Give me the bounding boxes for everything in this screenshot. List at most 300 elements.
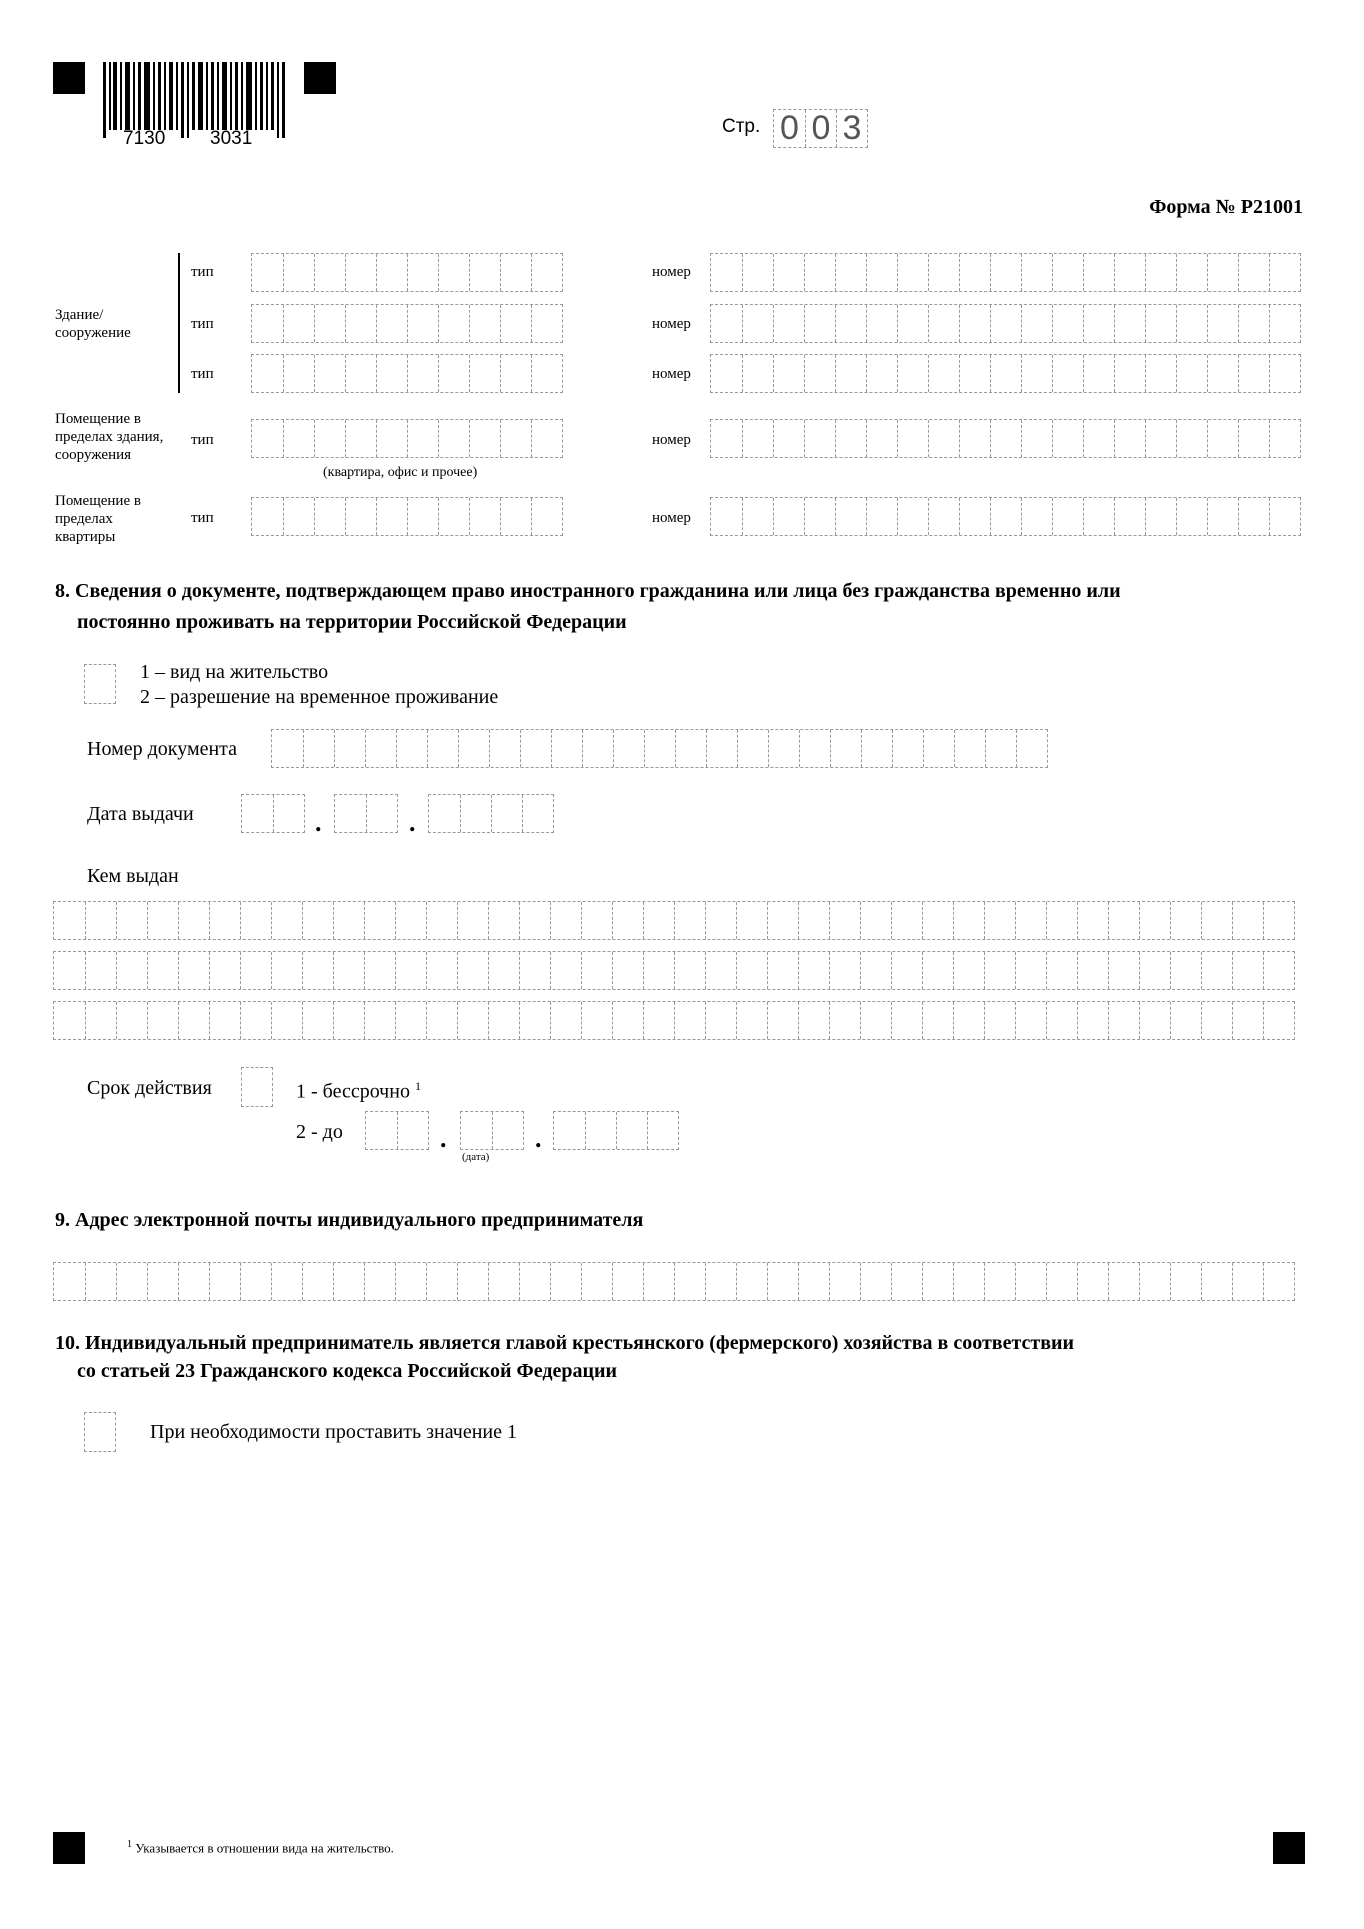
input-cell[interactable] bbox=[438, 355, 469, 392]
input-cell[interactable] bbox=[116, 1002, 147, 1039]
input-cell[interactable] bbox=[1263, 1263, 1294, 1300]
input-cell[interactable] bbox=[376, 420, 407, 457]
input-cell[interactable] bbox=[366, 1112, 397, 1149]
input-cell[interactable] bbox=[365, 730, 396, 767]
apartment-premises-number-field[interactable] bbox=[710, 497, 1301, 536]
input-cell[interactable] bbox=[984, 1263, 1015, 1300]
input-cell[interactable] bbox=[581, 952, 612, 989]
input-cell[interactable] bbox=[550, 1002, 581, 1039]
input-cell[interactable] bbox=[1083, 305, 1114, 342]
input-cell[interactable] bbox=[1232, 952, 1263, 989]
input-cell[interactable] bbox=[178, 902, 209, 939]
input-cell[interactable] bbox=[1232, 1263, 1263, 1300]
input-cell[interactable] bbox=[891, 952, 922, 989]
input-cell[interactable] bbox=[271, 1002, 302, 1039]
input-cell[interactable] bbox=[985, 730, 1016, 767]
input-cell[interactable] bbox=[314, 355, 345, 392]
input-cell[interactable] bbox=[469, 498, 500, 535]
input-cell[interactable] bbox=[396, 730, 427, 767]
input-cell[interactable] bbox=[1263, 902, 1294, 939]
input-cell[interactable] bbox=[1176, 355, 1207, 392]
input-cell[interactable] bbox=[1021, 355, 1052, 392]
input-cell[interactable] bbox=[804, 420, 835, 457]
input-cell[interactable] bbox=[1083, 355, 1114, 392]
input-cell[interactable] bbox=[990, 305, 1021, 342]
input-cell[interactable] bbox=[531, 420, 562, 457]
input-cell[interactable] bbox=[395, 902, 426, 939]
input-cell[interactable] bbox=[364, 902, 395, 939]
input-cell[interactable] bbox=[705, 1002, 736, 1039]
input-cell[interactable] bbox=[252, 355, 283, 392]
input-cell[interactable] bbox=[1207, 355, 1238, 392]
input-cell[interactable] bbox=[990, 355, 1021, 392]
input-cell[interactable] bbox=[768, 730, 799, 767]
input-cell[interactable] bbox=[1077, 1002, 1108, 1039]
input-cell[interactable] bbox=[345, 305, 376, 342]
input-cell[interactable] bbox=[891, 1263, 922, 1300]
input-cell[interactable] bbox=[711, 254, 742, 291]
building-number-1-field[interactable] bbox=[710, 253, 1301, 292]
input-cell[interactable] bbox=[711, 305, 742, 342]
input-cell[interactable] bbox=[1176, 254, 1207, 291]
input-cell[interactable] bbox=[488, 952, 519, 989]
input-cell[interactable] bbox=[804, 498, 835, 535]
input-cell[interactable] bbox=[1207, 420, 1238, 457]
input-cell[interactable] bbox=[742, 355, 773, 392]
building-type-1-field[interactable] bbox=[251, 253, 563, 292]
input-cell[interactable] bbox=[644, 730, 675, 767]
input-cell[interactable] bbox=[1083, 420, 1114, 457]
input-cell[interactable] bbox=[271, 1263, 302, 1300]
farm-head-checkbox[interactable] bbox=[84, 1412, 116, 1452]
input-cell[interactable] bbox=[376, 305, 407, 342]
input-cell[interactable] bbox=[1269, 498, 1300, 535]
input-cell[interactable] bbox=[426, 952, 457, 989]
input-cell[interactable] bbox=[1170, 902, 1201, 939]
input-cell[interactable] bbox=[252, 420, 283, 457]
input-cell[interactable] bbox=[397, 1112, 428, 1149]
input-cell[interactable] bbox=[488, 1002, 519, 1039]
input-cell[interactable] bbox=[1108, 1002, 1139, 1039]
input-cell[interactable] bbox=[773, 305, 804, 342]
input-cell[interactable] bbox=[426, 902, 457, 939]
input-cell[interactable] bbox=[500, 355, 531, 392]
input-cell[interactable] bbox=[376, 254, 407, 291]
input-cell[interactable] bbox=[1201, 952, 1232, 989]
input-cell[interactable] bbox=[861, 730, 892, 767]
input-cell[interactable] bbox=[742, 305, 773, 342]
input-cell[interactable] bbox=[711, 420, 742, 457]
input-cell[interactable] bbox=[283, 498, 314, 535]
input-cell[interactable] bbox=[314, 254, 345, 291]
input-cell[interactable] bbox=[1015, 1263, 1046, 1300]
input-cell[interactable] bbox=[835, 498, 866, 535]
input-cell[interactable] bbox=[736, 902, 767, 939]
input-cell[interactable] bbox=[531, 355, 562, 392]
input-cell[interactable] bbox=[1046, 1002, 1077, 1039]
input-cell[interactable] bbox=[860, 1263, 891, 1300]
input-cell[interactable] bbox=[1207, 498, 1238, 535]
validity-date-year-field[interactable] bbox=[553, 1111, 679, 1150]
input-cell[interactable] bbox=[1207, 254, 1238, 291]
apartment-premises-type-field[interactable] bbox=[251, 497, 563, 536]
input-cell[interactable] bbox=[711, 355, 742, 392]
input-cell[interactable] bbox=[643, 902, 674, 939]
input-cell[interactable] bbox=[469, 305, 500, 342]
input-cell[interactable] bbox=[178, 952, 209, 989]
input-cell[interactable] bbox=[550, 1263, 581, 1300]
input-cell[interactable] bbox=[209, 1263, 240, 1300]
input-cell[interactable] bbox=[376, 355, 407, 392]
input-cell[interactable] bbox=[1269, 420, 1300, 457]
validity-checkbox[interactable] bbox=[241, 1067, 273, 1107]
input-cell[interactable] bbox=[1269, 254, 1300, 291]
input-cell[interactable] bbox=[674, 1002, 705, 1039]
input-cell[interactable] bbox=[835, 355, 866, 392]
input-cell[interactable] bbox=[674, 952, 705, 989]
input-cell[interactable] bbox=[457, 952, 488, 989]
input-cell[interactable] bbox=[345, 355, 376, 392]
input-cell[interactable] bbox=[643, 1263, 674, 1300]
input-cell[interactable] bbox=[519, 952, 550, 989]
input-cell[interactable] bbox=[830, 730, 861, 767]
building-type-2-field[interactable] bbox=[251, 304, 563, 343]
input-cell[interactable] bbox=[283, 305, 314, 342]
input-cell[interactable] bbox=[314, 498, 345, 535]
input-cell[interactable] bbox=[407, 498, 438, 535]
input-cell[interactable] bbox=[798, 1002, 829, 1039]
input-cell[interactable] bbox=[928, 420, 959, 457]
input-cell[interactable] bbox=[345, 254, 376, 291]
input-cell[interactable] bbox=[364, 1002, 395, 1039]
input-cell[interactable] bbox=[1108, 902, 1139, 939]
input-cell[interactable] bbox=[334, 730, 365, 767]
input-cell[interactable] bbox=[953, 902, 984, 939]
input-cell[interactable] bbox=[1046, 952, 1077, 989]
input-cell[interactable] bbox=[953, 1263, 984, 1300]
input-cell[interactable] bbox=[736, 1002, 767, 1039]
input-cell[interactable] bbox=[804, 305, 835, 342]
input-cell[interactable] bbox=[829, 902, 860, 939]
input-cell[interactable] bbox=[922, 902, 953, 939]
input-cell[interactable] bbox=[407, 355, 438, 392]
input-cell[interactable] bbox=[674, 902, 705, 939]
input-cell[interactable] bbox=[1016, 730, 1047, 767]
input-cell[interactable] bbox=[429, 795, 460, 832]
input-cell[interactable] bbox=[240, 1002, 271, 1039]
input-cell[interactable] bbox=[984, 902, 1015, 939]
input-cell[interactable] bbox=[897, 355, 928, 392]
input-cell[interactable] bbox=[928, 305, 959, 342]
input-cell[interactable] bbox=[711, 498, 742, 535]
input-cell[interactable] bbox=[804, 355, 835, 392]
input-cell[interactable] bbox=[333, 1263, 364, 1300]
input-cell[interactable] bbox=[866, 355, 897, 392]
input-cell[interactable] bbox=[1108, 952, 1139, 989]
input-cell[interactable] bbox=[209, 902, 240, 939]
input-cell[interactable] bbox=[303, 730, 334, 767]
input-cell[interactable] bbox=[705, 902, 736, 939]
input-cell[interactable] bbox=[1077, 902, 1108, 939]
input-cell[interactable] bbox=[283, 254, 314, 291]
input-cell[interactable] bbox=[1015, 902, 1046, 939]
building-type-3-field[interactable] bbox=[251, 354, 563, 393]
input-cell[interactable] bbox=[959, 498, 990, 535]
input-cell[interactable] bbox=[866, 305, 897, 342]
input-cell[interactable] bbox=[554, 1112, 585, 1149]
input-cell[interactable] bbox=[407, 420, 438, 457]
input-cell[interactable] bbox=[891, 1002, 922, 1039]
input-cell[interactable] bbox=[736, 952, 767, 989]
input-cell[interactable] bbox=[798, 1263, 829, 1300]
input-cell[interactable] bbox=[531, 254, 562, 291]
input-cell[interactable] bbox=[581, 1002, 612, 1039]
input-cell[interactable] bbox=[1207, 305, 1238, 342]
input-cell[interactable] bbox=[407, 305, 438, 342]
input-cell[interactable] bbox=[1269, 355, 1300, 392]
input-cell[interactable] bbox=[923, 730, 954, 767]
input-cell[interactable] bbox=[1263, 952, 1294, 989]
input-cell[interactable] bbox=[376, 498, 407, 535]
input-cell[interactable] bbox=[1238, 305, 1269, 342]
input-cell[interactable] bbox=[314, 305, 345, 342]
input-cell[interactable] bbox=[469, 420, 500, 457]
input-cell[interactable] bbox=[85, 952, 116, 989]
input-cell[interactable] bbox=[272, 730, 303, 767]
input-cell[interactable] bbox=[1170, 1263, 1201, 1300]
input-cell[interactable] bbox=[395, 1002, 426, 1039]
input-cell[interactable] bbox=[520, 730, 551, 767]
input-cell[interactable] bbox=[767, 902, 798, 939]
input-cell[interactable] bbox=[897, 305, 928, 342]
input-cell[interactable] bbox=[302, 902, 333, 939]
input-cell[interactable] bbox=[612, 952, 643, 989]
input-cell[interactable] bbox=[773, 355, 804, 392]
input-cell[interactable] bbox=[500, 305, 531, 342]
input-cell[interactable] bbox=[612, 1263, 643, 1300]
input-cell[interactable] bbox=[252, 254, 283, 291]
input-cell[interactable] bbox=[1176, 305, 1207, 342]
input-cell[interactable] bbox=[736, 1263, 767, 1300]
input-cell[interactable] bbox=[209, 952, 240, 989]
input-cell[interactable] bbox=[866, 254, 897, 291]
input-cell[interactable] bbox=[364, 1263, 395, 1300]
input-cell[interactable] bbox=[866, 498, 897, 535]
input-cell[interactable] bbox=[519, 1263, 550, 1300]
input-cell[interactable] bbox=[647, 1112, 678, 1149]
document-type-checkbox[interactable] bbox=[84, 664, 116, 704]
input-cell[interactable] bbox=[675, 730, 706, 767]
input-cell[interactable] bbox=[860, 1002, 891, 1039]
input-cell[interactable] bbox=[773, 498, 804, 535]
input-cell[interactable] bbox=[959, 305, 990, 342]
issue-date-month-field[interactable] bbox=[334, 794, 398, 833]
input-cell[interactable] bbox=[1046, 902, 1077, 939]
input-cell[interactable] bbox=[147, 952, 178, 989]
issued-by-field-row-2[interactable] bbox=[53, 951, 1295, 990]
input-cell[interactable] bbox=[1238, 498, 1269, 535]
input-cell[interactable] bbox=[1021, 420, 1052, 457]
input-cell[interactable] bbox=[240, 902, 271, 939]
input-cell[interactable] bbox=[1114, 305, 1145, 342]
input-cell[interactable] bbox=[550, 952, 581, 989]
input-cell[interactable] bbox=[1052, 420, 1083, 457]
input-cell[interactable] bbox=[85, 1263, 116, 1300]
input-cell[interactable] bbox=[407, 254, 438, 291]
input-cell[interactable] bbox=[1238, 355, 1269, 392]
input-cell[interactable] bbox=[959, 355, 990, 392]
input-cell[interactable] bbox=[531, 305, 562, 342]
input-cell[interactable] bbox=[643, 1002, 674, 1039]
input-cell[interactable] bbox=[891, 902, 922, 939]
input-cell[interactable] bbox=[705, 1263, 736, 1300]
input-cell[interactable] bbox=[457, 1263, 488, 1300]
input-cell[interactable] bbox=[283, 355, 314, 392]
input-cell[interactable] bbox=[178, 1002, 209, 1039]
input-cell[interactable] bbox=[1052, 254, 1083, 291]
input-cell[interactable] bbox=[489, 730, 520, 767]
input-cell[interactable] bbox=[252, 498, 283, 535]
input-cell[interactable] bbox=[922, 952, 953, 989]
input-cell[interactable] bbox=[860, 902, 891, 939]
input-cell[interactable] bbox=[550, 902, 581, 939]
input-cell[interactable] bbox=[767, 1002, 798, 1039]
input-cell[interactable] bbox=[302, 1263, 333, 1300]
input-cell[interactable] bbox=[928, 355, 959, 392]
input-cell[interactable] bbox=[271, 952, 302, 989]
building-number-2-field[interactable] bbox=[710, 304, 1301, 343]
input-cell[interactable] bbox=[461, 1112, 492, 1149]
input-cell[interactable] bbox=[1108, 1263, 1139, 1300]
input-cell[interactable] bbox=[147, 902, 178, 939]
input-cell[interactable] bbox=[54, 902, 85, 939]
input-cell[interactable] bbox=[582, 730, 613, 767]
input-cell[interactable] bbox=[551, 730, 582, 767]
input-cell[interactable] bbox=[892, 730, 923, 767]
input-cell[interactable] bbox=[438, 254, 469, 291]
input-cell[interactable] bbox=[742, 498, 773, 535]
email-field[interactable] bbox=[53, 1262, 1295, 1301]
input-cell[interactable] bbox=[116, 952, 147, 989]
input-cell[interactable] bbox=[581, 1263, 612, 1300]
input-cell[interactable] bbox=[674, 1263, 705, 1300]
input-cell[interactable] bbox=[457, 902, 488, 939]
input-cell[interactable] bbox=[116, 902, 147, 939]
input-cell[interactable] bbox=[302, 1002, 333, 1039]
input-cell[interactable] bbox=[737, 730, 768, 767]
input-cell[interactable] bbox=[1077, 952, 1108, 989]
input-cell[interactable] bbox=[333, 1002, 364, 1039]
input-cell[interactable] bbox=[426, 1002, 457, 1039]
input-cell[interactable] bbox=[897, 498, 928, 535]
input-cell[interactable] bbox=[773, 420, 804, 457]
input-cell[interactable] bbox=[438, 420, 469, 457]
input-cell[interactable] bbox=[959, 254, 990, 291]
input-cell[interactable] bbox=[1238, 254, 1269, 291]
input-cell[interactable] bbox=[491, 795, 522, 832]
input-cell[interactable] bbox=[798, 952, 829, 989]
input-cell[interactable] bbox=[954, 730, 985, 767]
input-cell[interactable] bbox=[1139, 902, 1170, 939]
input-cell[interactable] bbox=[897, 420, 928, 457]
input-cell[interactable] bbox=[1114, 355, 1145, 392]
input-cell[interactable] bbox=[1145, 254, 1176, 291]
input-cell[interactable] bbox=[54, 1002, 85, 1039]
input-cell[interactable] bbox=[314, 420, 345, 457]
input-cell[interactable] bbox=[395, 1263, 426, 1300]
input-cell[interactable] bbox=[928, 498, 959, 535]
input-cell[interactable] bbox=[531, 498, 562, 535]
input-cell[interactable] bbox=[1170, 952, 1201, 989]
input-cell[interactable] bbox=[1145, 355, 1176, 392]
input-cell[interactable] bbox=[1145, 498, 1176, 535]
input-cell[interactable] bbox=[273, 795, 304, 832]
input-cell[interactable] bbox=[469, 254, 500, 291]
input-cell[interactable] bbox=[426, 1263, 457, 1300]
input-cell[interactable] bbox=[271, 902, 302, 939]
input-cell[interactable] bbox=[457, 1002, 488, 1039]
input-cell[interactable] bbox=[1139, 1002, 1170, 1039]
input-cell[interactable] bbox=[866, 420, 897, 457]
input-cell[interactable] bbox=[116, 1263, 147, 1300]
input-cell[interactable] bbox=[438, 498, 469, 535]
input-cell[interactable] bbox=[333, 952, 364, 989]
input-cell[interactable] bbox=[897, 254, 928, 291]
input-cell[interactable] bbox=[335, 795, 366, 832]
input-cell[interactable] bbox=[928, 254, 959, 291]
input-cell[interactable] bbox=[1077, 1263, 1108, 1300]
input-cell[interactable] bbox=[613, 730, 644, 767]
input-cell[interactable] bbox=[1052, 305, 1083, 342]
input-cell[interactable] bbox=[922, 1263, 953, 1300]
input-cell[interactable] bbox=[458, 730, 489, 767]
input-cell[interactable] bbox=[209, 1002, 240, 1039]
input-cell[interactable] bbox=[990, 254, 1021, 291]
input-cell[interactable] bbox=[835, 305, 866, 342]
input-cell[interactable] bbox=[427, 730, 458, 767]
input-cell[interactable] bbox=[959, 420, 990, 457]
input-cell[interactable] bbox=[54, 952, 85, 989]
input-cell[interactable] bbox=[1083, 254, 1114, 291]
input-cell[interactable] bbox=[804, 254, 835, 291]
input-cell[interactable] bbox=[953, 1002, 984, 1039]
input-cell[interactable] bbox=[1145, 420, 1176, 457]
input-cell[interactable] bbox=[1139, 952, 1170, 989]
input-cell[interactable] bbox=[798, 902, 829, 939]
input-cell[interactable] bbox=[585, 1112, 616, 1149]
issued-by-field-row-3[interactable] bbox=[53, 1001, 1295, 1040]
input-cell[interactable] bbox=[742, 254, 773, 291]
input-cell[interactable] bbox=[643, 952, 674, 989]
input-cell[interactable] bbox=[829, 1002, 860, 1039]
input-cell[interactable] bbox=[953, 952, 984, 989]
input-cell[interactable] bbox=[616, 1112, 647, 1149]
input-cell[interactable] bbox=[1046, 1263, 1077, 1300]
input-cell[interactable] bbox=[1263, 1002, 1294, 1039]
input-cell[interactable] bbox=[1201, 1263, 1232, 1300]
input-cell[interactable] bbox=[835, 254, 866, 291]
input-cell[interactable] bbox=[1015, 1002, 1046, 1039]
premises-number-field[interactable] bbox=[710, 419, 1301, 458]
input-cell[interactable] bbox=[242, 795, 273, 832]
input-cell[interactable] bbox=[1015, 952, 1046, 989]
input-cell[interactable] bbox=[1139, 1263, 1170, 1300]
input-cell[interactable] bbox=[1176, 498, 1207, 535]
input-cell[interactable] bbox=[1170, 1002, 1201, 1039]
input-cell[interactable] bbox=[612, 1002, 643, 1039]
input-cell[interactable] bbox=[1083, 498, 1114, 535]
input-cell[interactable] bbox=[1021, 254, 1052, 291]
